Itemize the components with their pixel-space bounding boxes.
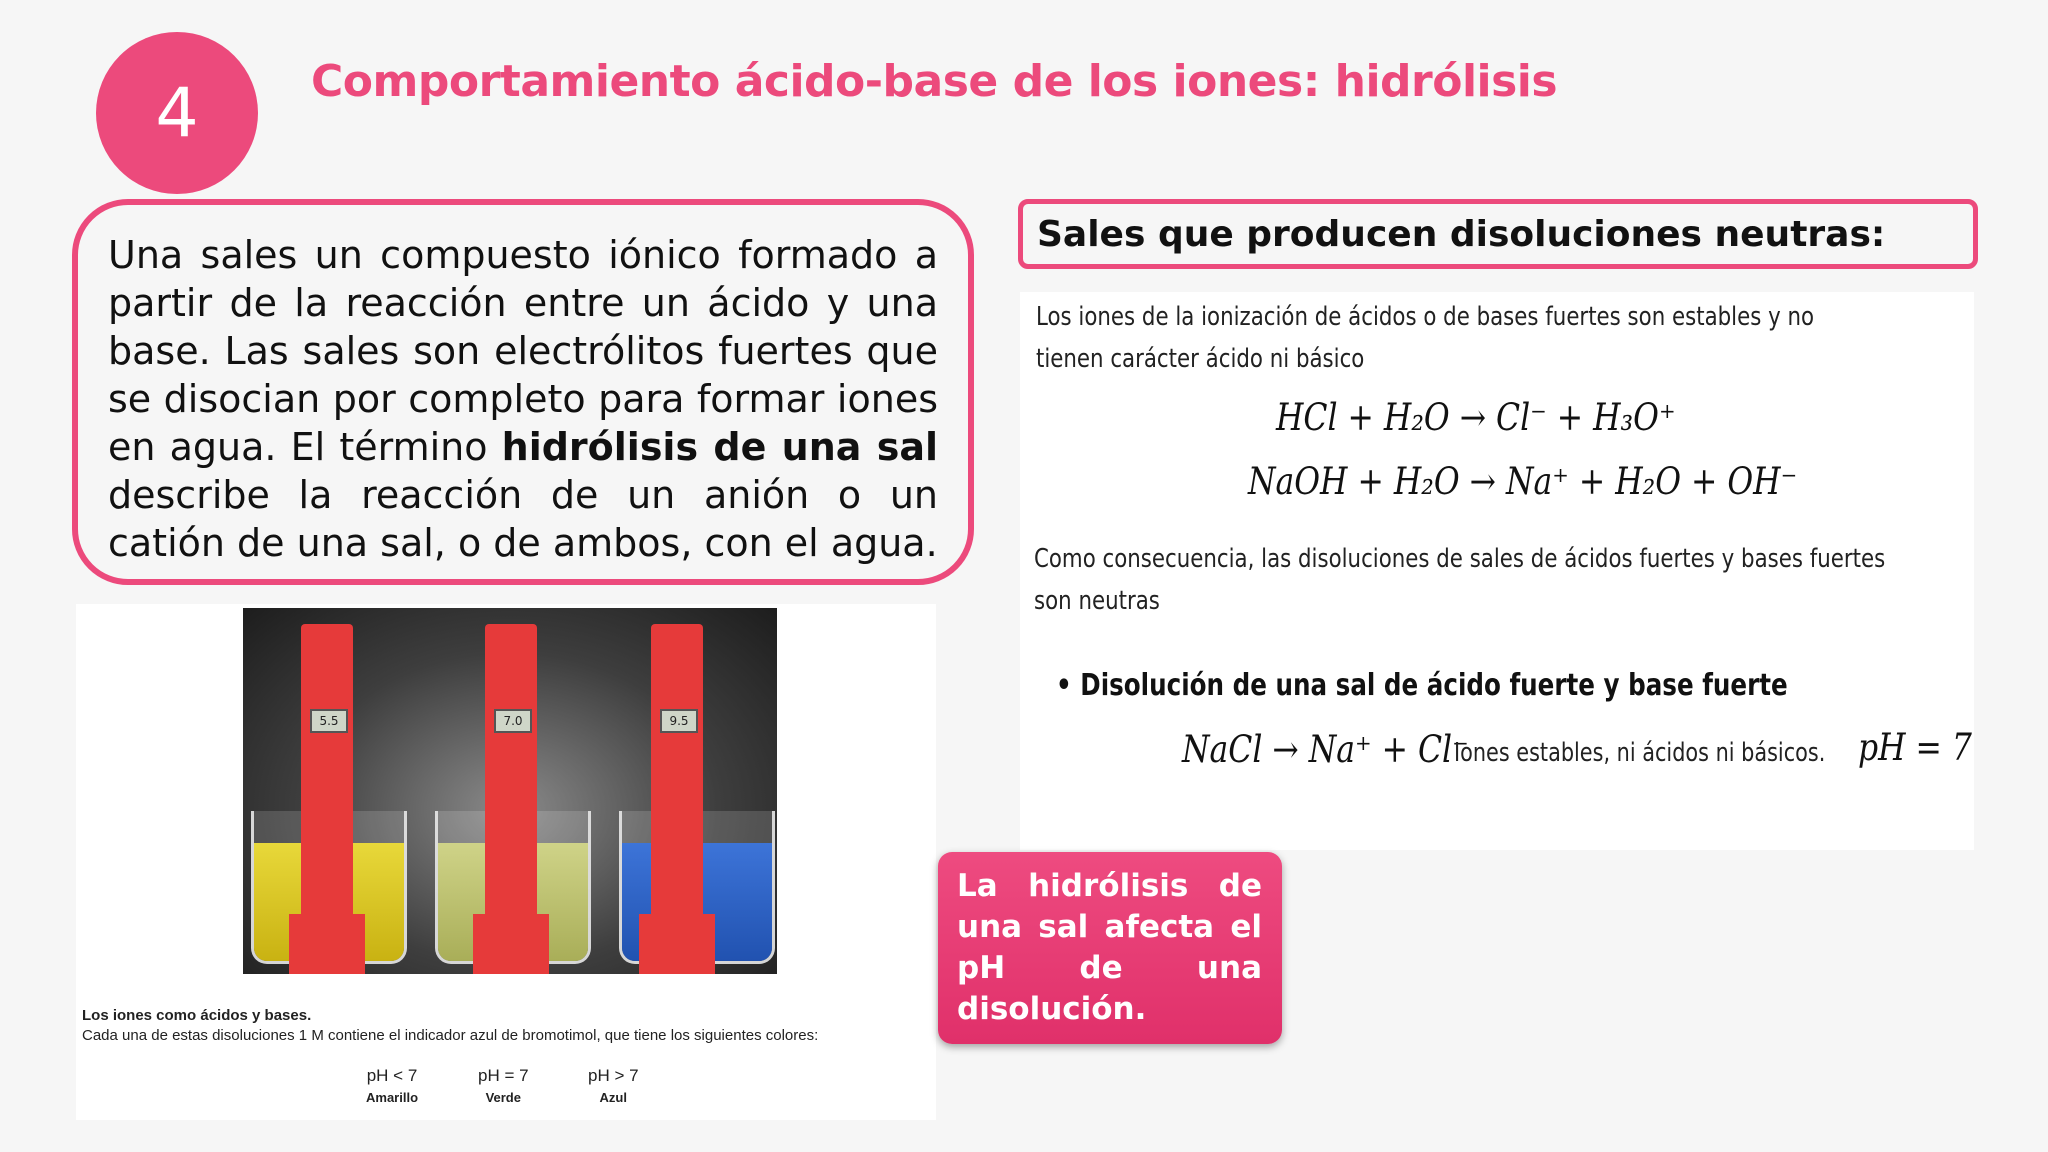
ph-scale-acid	[366, 1066, 418, 1105]
ph-meter-display-2: 7.0	[494, 709, 532, 733]
figure-panel	[76, 604, 936, 1120]
hydrolysis-callout: La hidrólisis de una sal afecta el pH de una disolución.	[938, 852, 1282, 1044]
bullet-strong-acid-base: • Disolución de una sal de ácido fuerte y base fuerte	[1056, 668, 1788, 703]
slide-title: Comportamiento ácido-base de los iones: hidrólisis	[311, 56, 1558, 107]
intro-box	[72, 199, 974, 585]
bullet-text: Disolución de una sal de ácido fuerte y base fuerte	[1080, 668, 1788, 703]
ph-scale-acid-color: Amarillo	[366, 1090, 419, 1105]
ph-scale-base	[588, 1066, 639, 1105]
equation-hcl: HCl + H₂O → Cl⁻ + H₃O⁺	[1276, 396, 1676, 439]
figure-caption-body: Cada una de estas disoluciones 1 M contiene el indicador azul de bromotimol, que tiene los siguientes colores:	[82, 1027, 819, 1044]
equation-nacl: NaCl → Na⁺ + Cl⁻	[1182, 728, 1469, 771]
ph-meter-1	[301, 624, 353, 934]
nacl-ph: pH = 7	[1858, 726, 1972, 769]
ph-scale-neutral-color: Verde	[485, 1090, 521, 1105]
ph-meters-photo	[243, 608, 777, 974]
ph-meter-display-3: 9.5	[660, 709, 698, 733]
neutral-line-2: tienen carácter ácido ni básico	[1036, 344, 1365, 374]
neutral-line-1: Los iones de la ionización de ácidos o de bases fuertes son estables y no	[1036, 302, 1815, 332]
intro-bold-term: hidrólisis de una sal	[501, 425, 938, 469]
ph-scale-base-color: Azul	[599, 1090, 627, 1105]
equation-naoh: NaOH + H₂O → Na⁺ + H₂O + OH⁻	[1248, 460, 1798, 503]
intro-text-before: Una sales un compuesto iónico formado a partir de la reacción entre un ácido y una base. Las sales son electrólitos fuertes que se disocian por completo para formar iones en agua. El término	[108, 233, 938, 469]
neutral-line-4: son neutras	[1034, 586, 1160, 616]
slide-number: 4	[155, 73, 199, 153]
ph-scale-neutral	[478, 1066, 529, 1105]
figure-caption-title: Los iones como ácidos y bases.	[82, 1007, 312, 1024]
ph-scale-acid-value: pH < 7	[366, 1066, 418, 1085]
ph-meter-display-1: 5.5	[310, 709, 348, 733]
intro-paragraph	[108, 231, 938, 567]
slide-number-badge	[96, 32, 258, 194]
nacl-note: Iones estables, ni ácidos ni básicos.	[1454, 738, 1826, 768]
ph-scale-neutral-value: pH = 7	[478, 1066, 529, 1085]
ph-meter-3	[651, 624, 703, 934]
neutral-salts-header: Sales que producen disoluciones neutras:	[1018, 199, 1978, 269]
neutral-line-3: Como consecuencia, las disoluciones de sales de ácidos fuertes y bases fuertes	[1034, 544, 1886, 574]
ph-scale-base-value: pH > 7	[588, 1066, 639, 1085]
intro-text-after: describe la reacción de un anión o un catión de una sal, o de ambos, con el agua.	[108, 473, 938, 565]
neutral-salts-panel	[1020, 292, 1974, 850]
ph-meter-2	[485, 624, 537, 934]
